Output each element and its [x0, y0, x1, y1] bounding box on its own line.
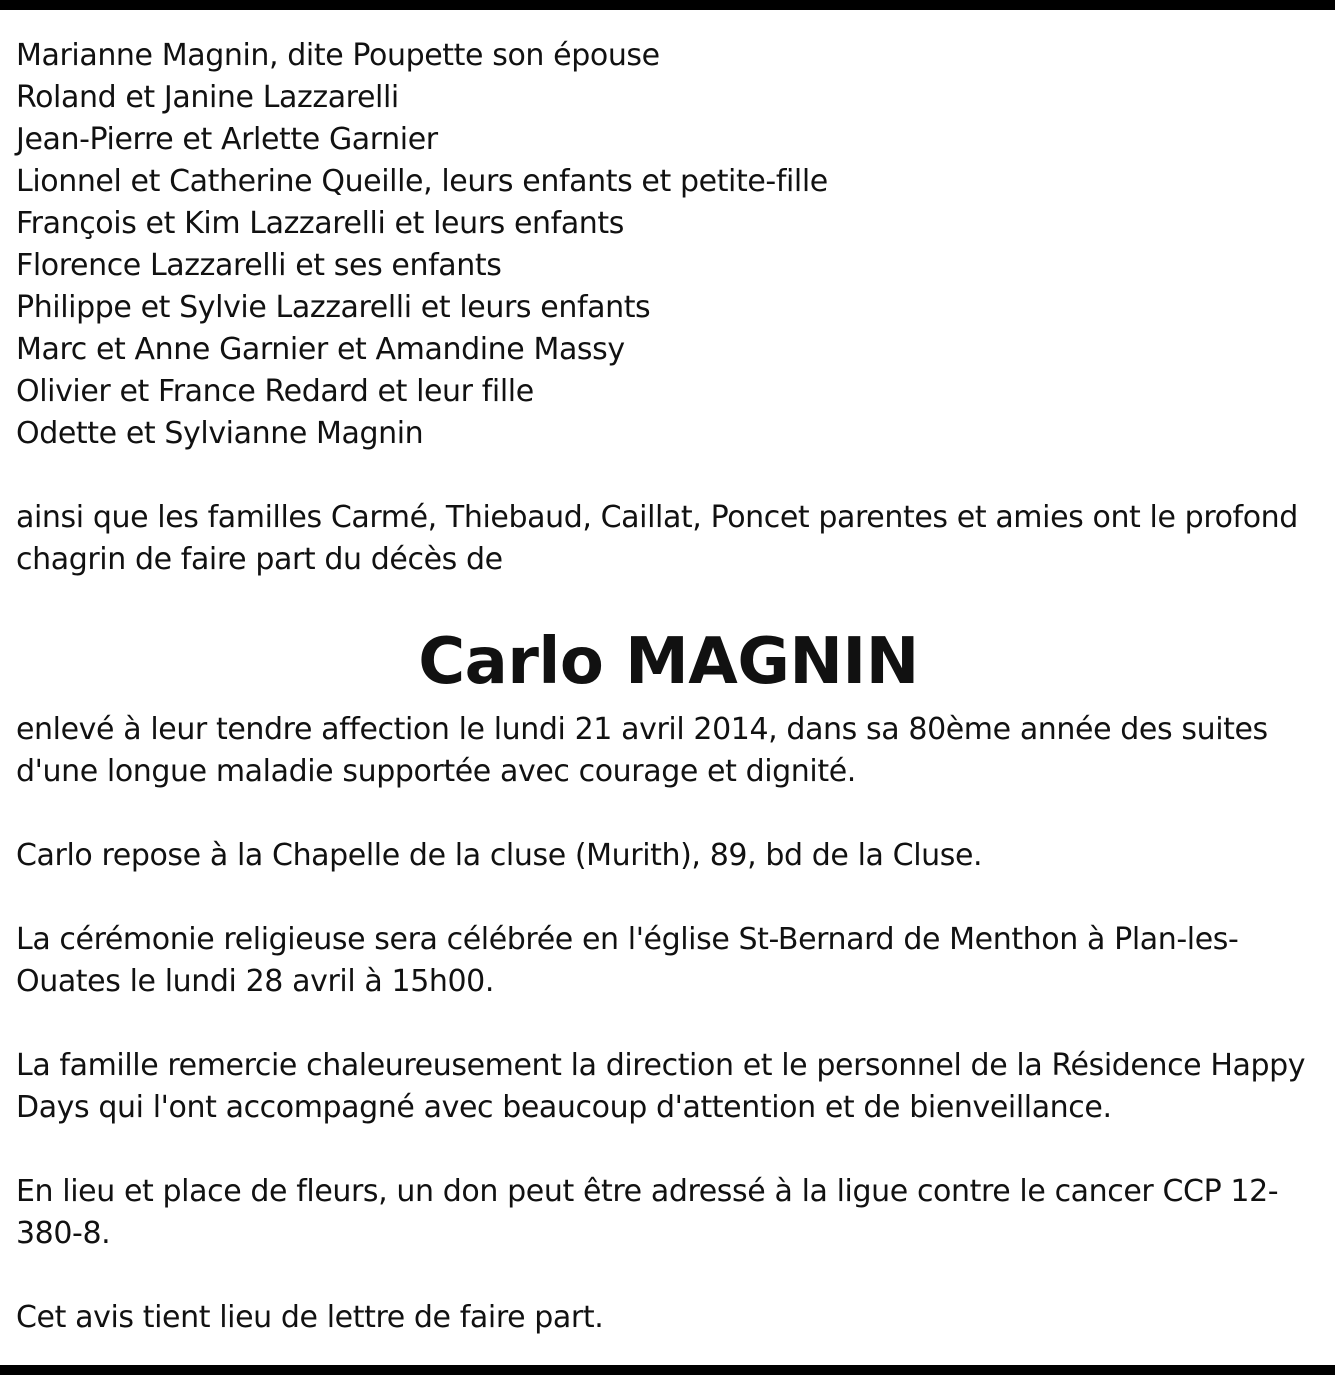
thanks-paragraph: La famille remercie chaleureusement la direction et le personnel de la Résidence Happy Days qui l'ont accompagné avec beaucoup d'attention et de bienveillance. — [16, 1048, 1306, 1125]
family-member: Olivier et France Redard et leur fille — [16, 374, 534, 409]
family-member: Marianne Magnin, dite Poupette son épouse — [16, 38, 660, 73]
notice-body — [16, 35, 1321, 1339]
family-list — [16, 35, 1321, 455]
family-member: Marc et Anne Garnier et Amandine Massy — [16, 332, 625, 367]
closing-paragraph: Cet avis tient lieu de lettre de faire part. — [16, 1300, 604, 1335]
family-member: Lionnel et Catherine Queille, leurs enfants et petite-fille — [16, 164, 828, 199]
deceased-name: Carlo MAGNIN — [418, 625, 919, 699]
family-member: Florence Lazzarelli et ses enfants — [16, 248, 502, 283]
ceremony-paragraph: La cérémonie religieuse sera célébrée en l'église St-Bernard de Menthon à Plan-les-Ouates le lundi 28 avril à 15h00. — [16, 922, 1239, 999]
death-paragraph: enlevé à leur tendre affection le lundi 21 avril 2014, dans sa 80ème année des suites d'une longue maladie supportée avec courage et dignité. — [16, 712, 1268, 789]
family-member: Jean-Pierre et Arlette Garnier — [16, 122, 438, 157]
family-member: François et Kim Lazzarelli et leurs enfants — [16, 206, 625, 241]
family-member: Philippe et Sylvie Lazzarelli et leurs enfants — [16, 290, 651, 325]
family-member: Roland et Janine Lazzarelli — [16, 80, 399, 115]
repose-paragraph: Carlo repose à la Chapelle de la cluse (Murith), 89, bd de la Cluse. — [16, 838, 983, 873]
intro-paragraph: ainsi que les familles Carmé, Thiebaud, Caillat, Poncet parentes et amies ont le profond chagrin de faire part du décès de — [16, 500, 1298, 577]
family-member: Odette et Sylvianne Magnin — [16, 416, 424, 451]
donation-paragraph: En lieu et place de fleurs, un don peut être adressé à la ligue contre le cancer CCP 12-380-8. — [16, 1174, 1279, 1251]
